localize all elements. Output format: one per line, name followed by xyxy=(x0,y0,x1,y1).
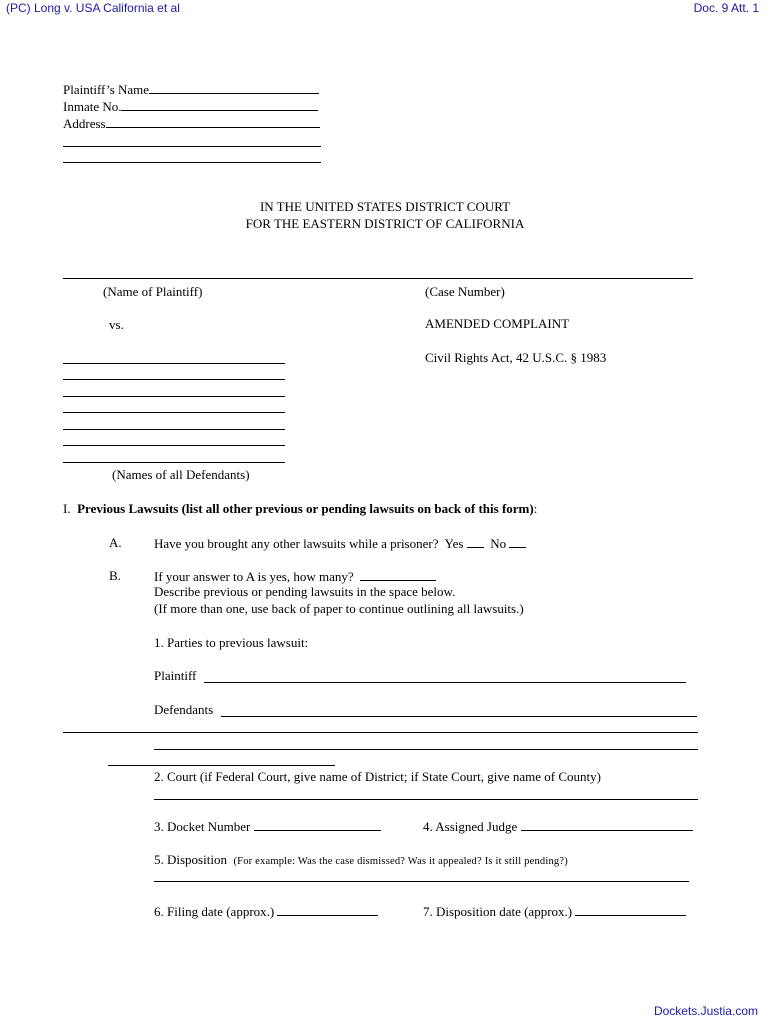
plaintiff-name-blank[interactable] xyxy=(149,81,319,94)
yes-label: Yes xyxy=(444,536,464,551)
disposition-line[interactable] xyxy=(154,881,689,882)
previous-plaintiff-line[interactable] xyxy=(204,682,686,683)
item-3-docket xyxy=(154,818,381,834)
item-5-disposition xyxy=(154,852,568,869)
address-label: Address xyxy=(63,116,106,131)
docket-number-label: 3. Docket Number xyxy=(154,819,251,834)
filing-date-blank[interactable] xyxy=(277,903,378,916)
inmate-number-blank[interactable] xyxy=(121,98,318,111)
question-b-line1 xyxy=(154,568,436,584)
versus-label: vs. xyxy=(109,317,124,332)
inmate-number-label: Inmate No. xyxy=(63,99,122,114)
item-2-court: 2. Court (if Federal Court, give name of District; if State Court, give name of County) xyxy=(154,769,601,784)
docket-number-blank[interactable] xyxy=(254,818,381,831)
question-b-line3: (If more than one, use back of paper to continue outlining all lawsuits.) xyxy=(154,601,524,616)
document-title-link[interactable]: (PC) Long v. USA California et al xyxy=(6,1,180,15)
question-a xyxy=(154,535,526,551)
yes-blank[interactable] xyxy=(467,535,484,548)
defendants-continuation-line[interactable] xyxy=(63,732,698,733)
assigned-judge-blank[interactable] xyxy=(521,818,693,831)
court-line[interactable] xyxy=(154,799,698,800)
no-blank[interactable] xyxy=(509,535,526,548)
item-1-parties: 1. Parties to previous lawsuit: xyxy=(154,635,309,650)
question-a-letter: A. xyxy=(109,535,122,550)
justia-source-link[interactable]: Dockets.Justia.com xyxy=(653,1004,758,1018)
no-label: No xyxy=(490,536,507,551)
section-numeral: I. xyxy=(63,501,71,516)
previous-defendants-line[interactable] xyxy=(221,716,697,717)
item-7-disposition-date xyxy=(423,903,686,919)
question-a-text: Have you brought any other lawsuits while a prisoner? xyxy=(154,536,439,551)
defendant-line[interactable] xyxy=(63,379,285,380)
previous-plaintiff-label: Plaintiff xyxy=(154,668,197,683)
caption-top-line[interactable] xyxy=(63,278,693,279)
address-line-2[interactable] xyxy=(63,146,321,147)
disposition-date-label: 7. Disposition date (approx.) xyxy=(423,904,573,919)
court-heading-line1: IN THE UNITED STATES DISTRICT COURT xyxy=(259,199,511,214)
previous-defendants-label: Defendants xyxy=(154,702,214,717)
document-number-link[interactable]: Doc. 9 Att. 1 xyxy=(693,1,759,15)
address-field xyxy=(63,115,320,131)
defendant-line[interactable] xyxy=(63,429,285,430)
defendants-continuation-line[interactable] xyxy=(154,749,698,750)
question-b-letter: B. xyxy=(109,568,121,583)
section-heading-text: Previous Lawsuits (list all other previous or pending lawsuits on back of this form) xyxy=(77,501,534,516)
address-blank[interactable] xyxy=(106,115,320,128)
name-of-plaintiff-label: (Name of Plaintiff) xyxy=(103,284,203,299)
filing-date-label: 6. Filing date (approx.) xyxy=(154,904,275,919)
court-heading-line2: FOR THE EASTERN DISTRICT OF CALIFORNIA xyxy=(245,216,525,231)
section-heading-previous-lawsuits xyxy=(63,501,537,516)
defendants-names-label: (Names of all Defendants) xyxy=(112,467,250,482)
address-line-3[interactable] xyxy=(63,162,321,163)
defendant-line[interactable] xyxy=(63,396,285,397)
defendant-line[interactable] xyxy=(63,412,285,413)
inmate-number-field xyxy=(63,98,318,114)
defendant-line[interactable] xyxy=(63,363,285,364)
disposition-date-blank[interactable] xyxy=(575,903,686,916)
plaintiff-name-field xyxy=(63,81,319,97)
disposition-label: 5. Disposition xyxy=(154,852,227,867)
disposition-note: (For example: Was the case dismissed? Was it appealed? Is it still pending?) xyxy=(233,856,568,867)
question-b-text: If your answer to A is yes, how many? xyxy=(154,569,354,584)
item-6-filing-date xyxy=(154,903,378,919)
assigned-judge-label: 4. Assigned Judge xyxy=(423,819,518,834)
question-b-line2: Describe previous or pending lawsuits in the space below. xyxy=(154,584,456,599)
case-number-label: (Case Number) xyxy=(425,284,505,299)
item-4-judge xyxy=(423,818,693,834)
defendant-line[interactable] xyxy=(63,462,285,463)
how-many-blank[interactable] xyxy=(360,568,436,581)
defendant-line[interactable] xyxy=(63,445,285,446)
defendants-continuation-line[interactable] xyxy=(108,765,335,766)
plaintiff-name-label: Plaintiff’s Name xyxy=(63,82,150,97)
document-title: AMENDED COMPLAINT xyxy=(425,316,570,331)
section-heading-colon: : xyxy=(533,501,538,516)
statute-label: Civil Rights Act, 42 U.S.C. § 1983 xyxy=(425,350,607,365)
